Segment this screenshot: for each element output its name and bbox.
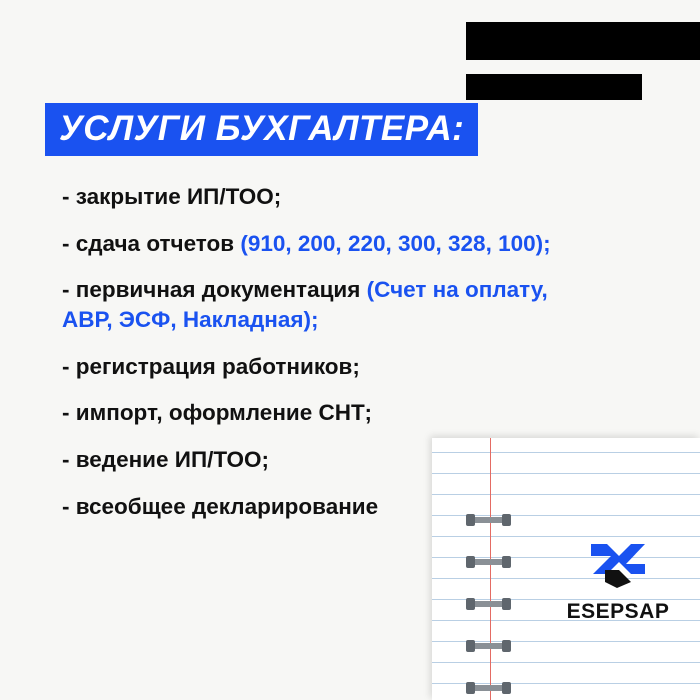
list-item-label: импорт, оформление СНТ;	[75, 400, 372, 426]
spiral-ring	[466, 556, 512, 567]
list-item-detail: (Счет на оплату, АВР, ЭСФ, Накладная);	[62, 277, 548, 333]
list-item-dash: -	[62, 353, 76, 379]
list-item-label: всеобщее декларирование	[75, 493, 379, 519]
spiral-ring	[466, 682, 512, 693]
list-item-label: ведение ИП/ТОО;	[75, 447, 270, 473]
list-item-detail: (910, 200, 220, 300, 328, 100);	[240, 230, 551, 256]
double-chevron-logo-icon	[587, 540, 649, 592]
decorative-black-bar-top	[466, 22, 700, 60]
list-item-dash: -	[62, 184, 76, 209]
list-item	[46, 352, 576, 382]
list-item-dash: -	[62, 447, 76, 473]
list-item-dash: -	[62, 493, 76, 519]
list-item	[46, 445, 576, 475]
list-item	[46, 275, 576, 334]
brand-logo	[553, 540, 683, 624]
decorative-black-bar-second	[466, 74, 642, 100]
services-list	[46, 182, 576, 539]
list-item-label: первичная документация	[75, 277, 367, 303]
list-item	[46, 398, 576, 428]
list-item-dash: -	[62, 277, 76, 303]
spiral-ring	[466, 598, 512, 609]
list-item-label: сдача отчетов	[75, 230, 241, 256]
list-item	[46, 492, 576, 522]
page-title: УСЛУГИ БУХГАЛТЕРА:	[45, 103, 478, 156]
list-item-label: регистрация работников;	[75, 353, 360, 379]
list-item	[46, 229, 576, 259]
spiral-ring	[466, 640, 512, 651]
list-item-dash: -	[62, 230, 76, 256]
list-item-dash: -	[62, 400, 76, 426]
list-item	[46, 182, 576, 212]
logo-wordmark: ESEPSAP	[566, 600, 670, 623]
list-item-label: закрытие ИП/ТОО;	[75, 184, 282, 209]
